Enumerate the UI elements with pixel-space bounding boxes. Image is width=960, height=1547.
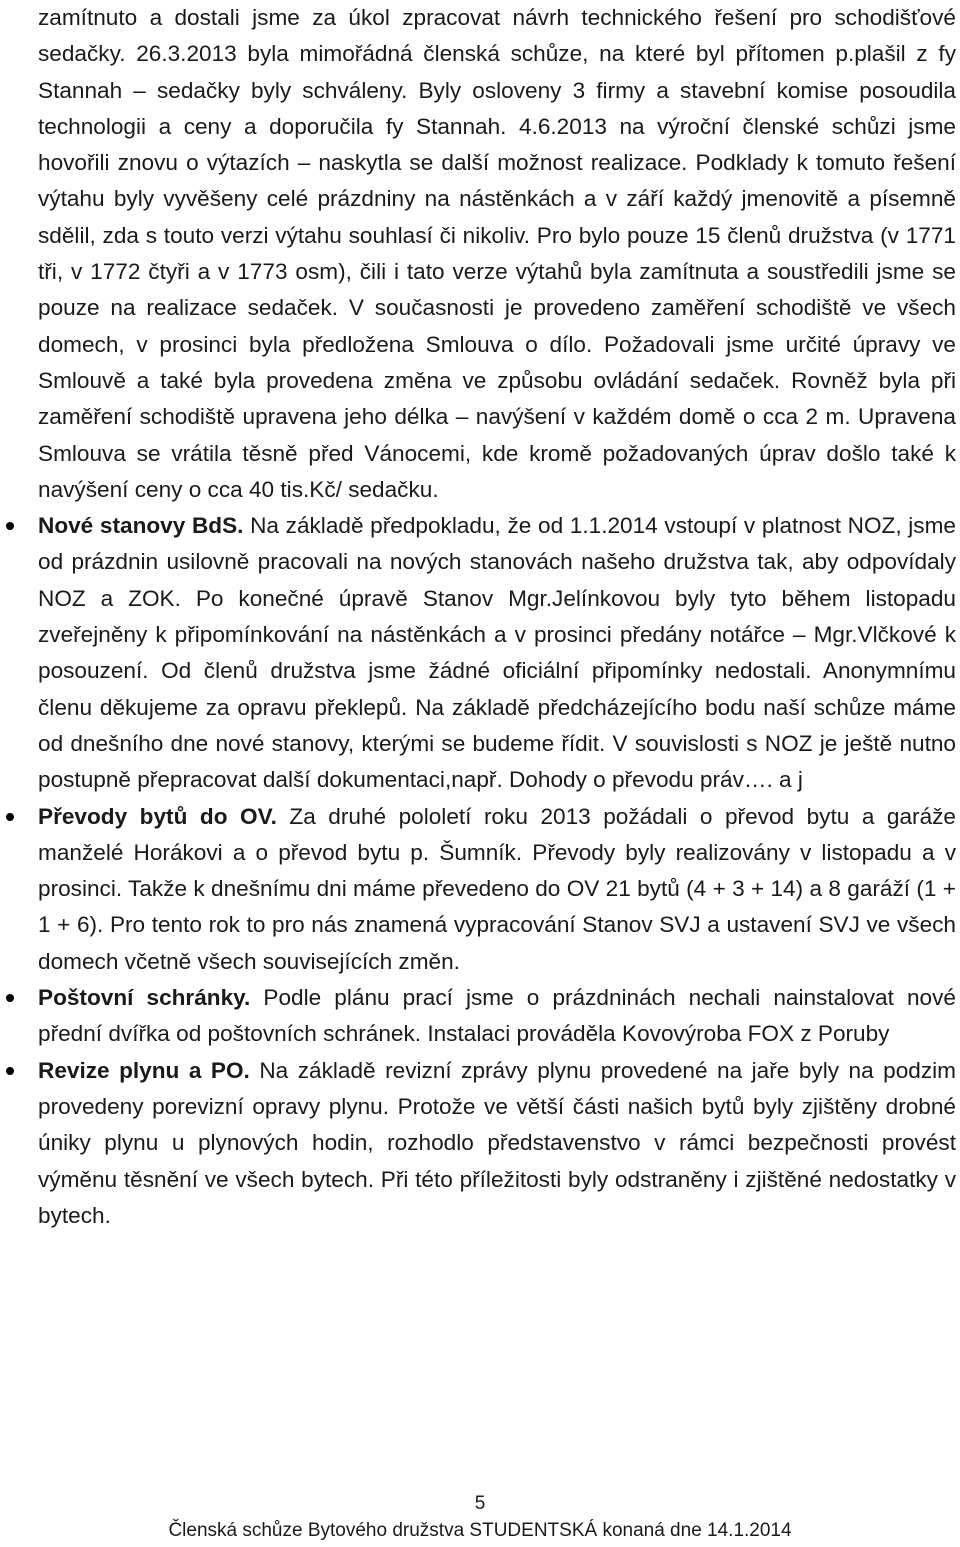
list-item-prevody	[38, 799, 956, 980]
item-text: Na základě předpokladu, že od 1.1.2014 vstoupí v platnost NOZ, jsme od prázdnin usilovně pracovali na nových stanovách našeho družstva tak, aby odpovídaly NOZ a ZOK. Po konečné úpravě Stanov Mgr.Jelínkovou byly tyto během listopadu zveřejněny k připomínkování na nástěnkách a v prosinci předány notářce – Mgr.Vlčkové k posouzení. Od členů družstva jsme žádné oficiální připomínky nedostali. Anonymnímu členu děkujeme za opravu překlepů. Na základě předcházejícího bodu naší schůze máme od dnešního dne nové stanovy, kterými se budeme řídit. V souvislosti s NOZ je ještě nutno postupně přepracovat další dokumentaci,např. Dohody o převodu práv…. a j	[38, 513, 956, 793]
item-text: Podle plánu prací jsme o prázdninách nechali nainstalovat nové přední dvířka od poštovních schránek. Instalaci prováděla Kovovýroba FOX z Poruby	[38, 985, 956, 1047]
document-body	[38, 0, 956, 1234]
page-number: 5	[474, 1493, 486, 1514]
item-text: Za druhé pololetí roku 2013 požádali o převod bytu a garáže manželé Horákovi a o převod bytu p. Šumník. Převody byly realizovány v listopadu a v prosinci. Takže k dnešnímu dni máme převedeno do OV 21 bytů (4 + 3 + 14) a 8 garáží (1 + 1 + 6). Pro tento rok to pro nás znamená vypracování Stanov SVJ a ustavení SVJ ve všech domech včetně všech souvisejících změn.	[38, 803, 956, 974]
bullet-icon	[6, 813, 14, 821]
item-text: Na základě revizní zprávy plynu provedené na jaře byly na podzim provedeny porevizní opravy plynu. Protože ve větší části našich bytů byly zjištěny drobné úniky plynu u plynových hodin, rozhodlo představenstvo v rámci bezpečnosti provést výměnu těsnění ve všech bytech. Při této příležitosti byly odstraněny i zjištěné nedostatky v bytech.	[38, 1057, 956, 1228]
list-item-schranky	[38, 980, 956, 1053]
item-heading: Nové stanovy BdS.	[38, 513, 244, 539]
intro-paragraph: zamítnuto a dostali jsme za úkol zpracovat návrh technického řešení pro schodišťové sedačky. 26.3.2013 byla mimořádná členská schůze, na které byl přítomen p.plašil z fy Stannah – sedačky byly schváleny. Byly osloveny 3 firmy a stavební komise posoudila technologii a ceny a doporučila fy Stannah. 4.6.2013 na výroční členské schůzi jsme hovořili znovu o výtazích – naskytla se další možnost realizace. Podklady k tomuto řešení výtahu byly vyvěšeny celé prázdniny na nástěnkách a v září každý jmenovitě a písemně sdělil, zda s touto verzi výtahu souhlasí či nikoliv. Pro bylo pouze 15 členů družstva (v 1771 tři, v 1772 čtyři a v 1773 osm), čili i tato verze výtahů byla zamítnuta a soustředili jsme se pouze na realizace sedaček. V současnosti je provedeno zaměření schodiště ve všech domech, v prosinci byla předložena Smlouva o dílo. Požadovali jsme určité úpravy ve Smlouvě a také byla provedena změna ve způsobu ovládání sedaček. Rovněž byla při zaměření schodiště upravena jeho délka – navýšení v každém domě o cca 2 m. Upravena Smlouva se vrátila těsně před Vánocemi, kde kromě požadovaných úprav došlo také k navýšení ceny o cca 40 tis.Kč/ sedačku.	[38, 5, 956, 502]
item-heading: Revize plynu a PO.	[38, 1057, 250, 1083]
bullet-icon	[6, 1067, 14, 1075]
page-footer: Členská schůze Bytového družstva STUDENTSKÁ konaná dne 14.1.2014	[168, 1520, 792, 1541]
bullet-icon	[6, 994, 14, 1002]
item-heading: Převody bytů do OV.	[38, 803, 277, 829]
list-item-revize	[38, 1053, 956, 1234]
bullet-icon	[6, 522, 14, 530]
list-item-stanovy	[38, 508, 956, 798]
item-heading: Poštovní schránky.	[38, 985, 251, 1011]
